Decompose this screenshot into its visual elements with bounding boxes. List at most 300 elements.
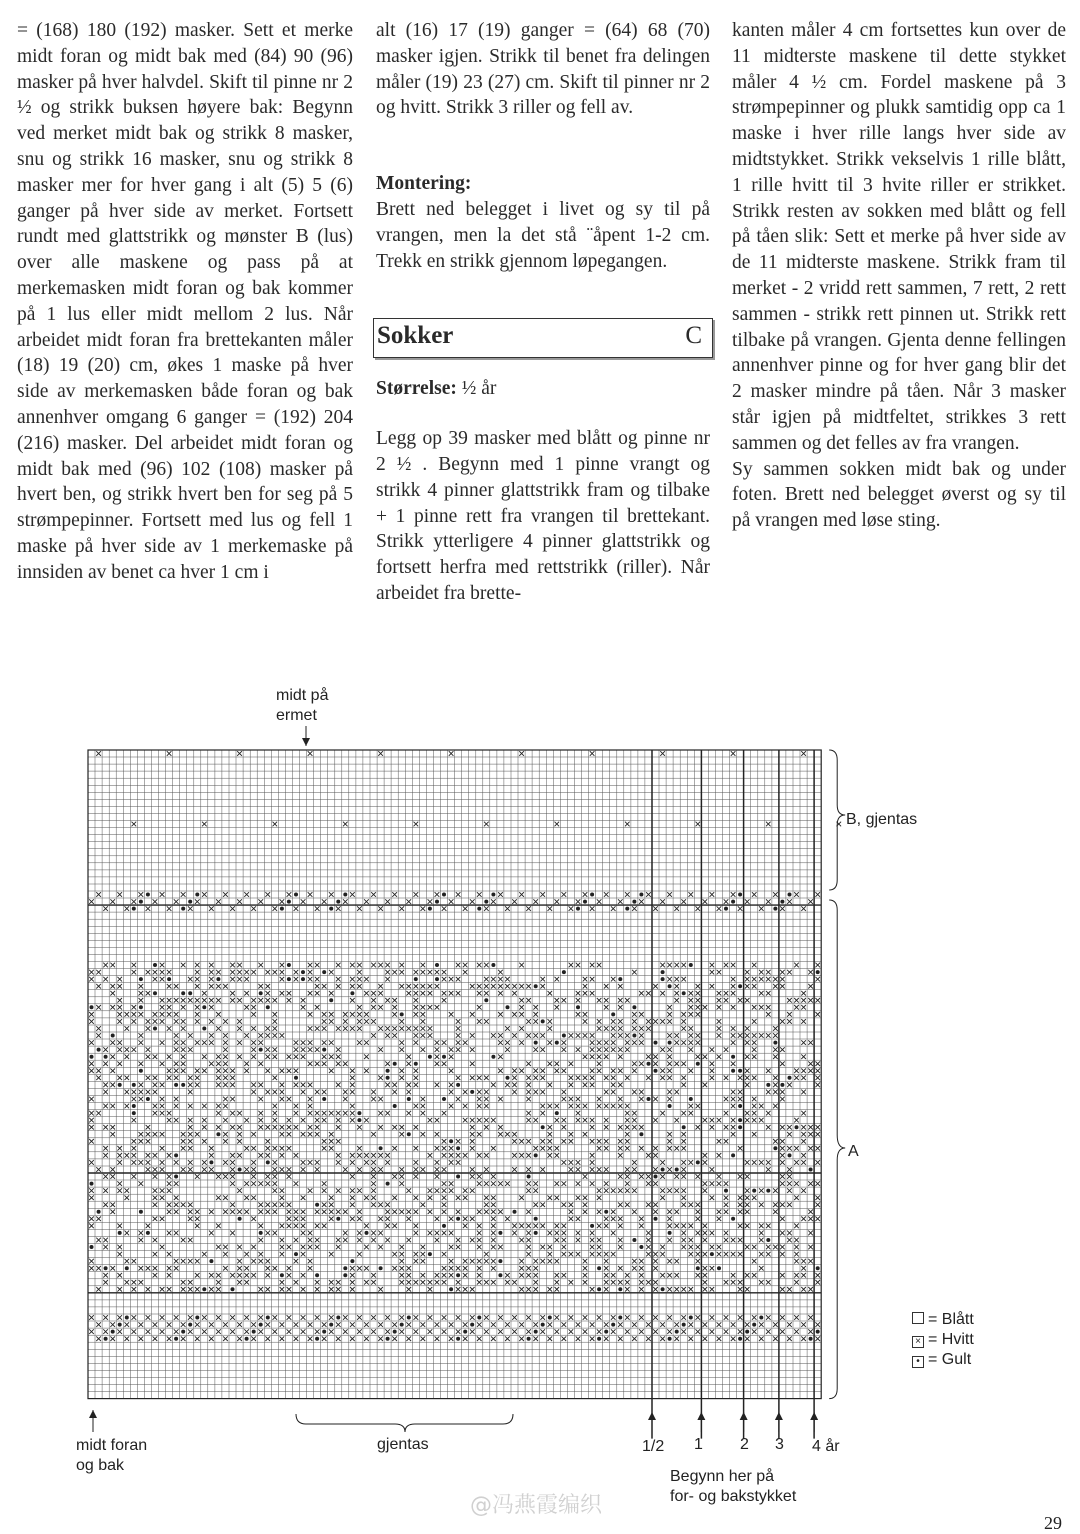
hvitt-stitch bbox=[456, 1033, 461, 1038]
hvitt-stitch bbox=[696, 1005, 701, 1010]
hvitt-stitch bbox=[604, 984, 609, 989]
gult-stitch bbox=[816, 1266, 820, 1270]
hvitt-stitch bbox=[696, 1202, 701, 1207]
hvitt-stitch bbox=[632, 1019, 637, 1024]
gult-stitch bbox=[146, 893, 150, 897]
size-mark-2: 2 bbox=[740, 1436, 749, 1453]
hvitt-stitch bbox=[195, 1322, 200, 1327]
hvitt-stitch bbox=[378, 1005, 383, 1010]
gult-stitch bbox=[181, 1083, 185, 1087]
gult-stitch bbox=[456, 1146, 460, 1150]
hvitt-stitch bbox=[470, 1217, 475, 1222]
hvitt-stitch bbox=[562, 1069, 567, 1074]
hvitt-stitch bbox=[710, 963, 715, 968]
hvitt-stitch bbox=[576, 1217, 581, 1222]
hvitt-stitch bbox=[350, 1026, 355, 1031]
hvitt-stitch bbox=[216, 1195, 221, 1200]
gult-stitch bbox=[435, 963, 439, 967]
hvitt-stitch bbox=[378, 991, 383, 996]
hvitt-stitch bbox=[230, 963, 235, 968]
hvitt-stitch bbox=[273, 1104, 278, 1109]
hvitt-stitch bbox=[660, 991, 665, 996]
hvitt-stitch bbox=[576, 1076, 581, 1081]
hvitt-stitch bbox=[717, 1118, 722, 1123]
hvitt-stitch bbox=[590, 1125, 595, 1130]
hvitt-stitch bbox=[667, 1188, 672, 1193]
hvitt-stitch bbox=[597, 1329, 602, 1334]
hvitt-stitch bbox=[223, 1061, 228, 1066]
hvitt-stitch bbox=[449, 1146, 454, 1151]
hvitt-stitch bbox=[174, 1160, 179, 1165]
hvitt-stitch bbox=[237, 1019, 242, 1024]
hvitt-stitch bbox=[181, 1202, 186, 1207]
hvitt-stitch bbox=[265, 1047, 270, 1052]
hvitt-stitch bbox=[280, 1245, 285, 1250]
hvitt-stitch bbox=[710, 1329, 715, 1334]
hvitt-stitch bbox=[237, 1111, 242, 1116]
hvitt-stitch bbox=[371, 1090, 376, 1095]
brace-b bbox=[829, 750, 845, 890]
hvitt-stitch bbox=[583, 1019, 588, 1024]
hvitt-stitch bbox=[435, 984, 440, 989]
hvitt-stitch bbox=[435, 1160, 440, 1165]
hvitt-stitch bbox=[273, 1174, 278, 1179]
hvitt-stitch bbox=[653, 1259, 658, 1264]
hvitt-stitch bbox=[470, 1287, 475, 1292]
hvitt-stitch bbox=[322, 1210, 327, 1215]
hvitt-stitch bbox=[667, 1217, 672, 1222]
hvitt-stitch bbox=[174, 1181, 179, 1186]
watermark: @冯燕霞编织 bbox=[470, 1493, 603, 1518]
hvitt-stitch bbox=[738, 1224, 743, 1229]
hvitt-stitch bbox=[667, 1315, 672, 1320]
hvitt-stitch bbox=[696, 1054, 701, 1059]
hvitt-stitch bbox=[258, 1329, 263, 1334]
hvitt-stitch bbox=[689, 1040, 694, 1045]
hvitt-stitch bbox=[646, 1252, 651, 1257]
hvitt-stitch bbox=[533, 899, 538, 904]
hvitt-stitch bbox=[590, 1160, 595, 1165]
hvitt-stitch bbox=[406, 1238, 411, 1243]
hvitt-stitch bbox=[322, 1139, 327, 1144]
hvitt-stitch bbox=[576, 1118, 581, 1123]
hvitt-stitch bbox=[385, 1033, 390, 1038]
hvitt-stitch bbox=[569, 1160, 574, 1165]
gult-stitch bbox=[329, 907, 333, 911]
hvitt-stitch bbox=[125, 1322, 130, 1327]
hvitt-stitch bbox=[519, 1224, 524, 1229]
hvitt-stitch bbox=[301, 1245, 306, 1250]
hvitt-stitch bbox=[103, 1047, 108, 1052]
hvitt-stitch bbox=[449, 1160, 454, 1165]
hvitt-stitch bbox=[223, 1322, 228, 1327]
hvitt-stitch bbox=[618, 1174, 623, 1179]
hvitt-stitch bbox=[456, 1245, 461, 1250]
hvitt-stitch bbox=[653, 1181, 658, 1186]
hvitt-stitch bbox=[674, 1061, 679, 1066]
gult-stitch bbox=[181, 991, 185, 995]
hvitt-stitch bbox=[139, 1336, 144, 1341]
hvitt-stitch bbox=[808, 1217, 813, 1222]
hvitt-stitch bbox=[512, 1012, 517, 1017]
hvitt-stitch bbox=[604, 1026, 609, 1031]
hvitt-stitch bbox=[308, 1188, 313, 1193]
gult-stitch bbox=[125, 1266, 129, 1270]
hvitt-stitch bbox=[667, 1054, 672, 1059]
hvitt-stitch bbox=[216, 1111, 221, 1116]
hvitt-stitch bbox=[209, 1322, 214, 1327]
hvitt-stitch bbox=[639, 1287, 644, 1292]
hvitt-stitch bbox=[731, 1238, 736, 1243]
hvitt-stitch bbox=[251, 970, 256, 975]
brace-a bbox=[829, 900, 845, 1399]
hvitt-stitch bbox=[667, 1132, 672, 1137]
hvitt-stitch bbox=[392, 1210, 397, 1215]
hvitt-stitch bbox=[343, 1026, 348, 1031]
hvitt-stitch bbox=[632, 1322, 637, 1327]
hvitt-stitch bbox=[703, 1231, 708, 1236]
hvitt-stitch bbox=[731, 1005, 736, 1010]
hvitt-stitch bbox=[117, 1252, 122, 1257]
hvitt-stitch bbox=[132, 963, 137, 968]
hvitt-stitch bbox=[505, 1040, 510, 1045]
hvitt-stitch bbox=[674, 1188, 679, 1193]
gult-stitch bbox=[259, 991, 263, 995]
gult-stitch bbox=[738, 1125, 742, 1129]
hvitt-stitch bbox=[153, 1195, 158, 1200]
hvitt-stitch bbox=[202, 1040, 207, 1045]
hvitt-stitch bbox=[576, 991, 581, 996]
gult-stitch bbox=[139, 1069, 143, 1073]
hvitt-stitch bbox=[294, 1336, 299, 1341]
gult-stitch bbox=[689, 1316, 693, 1320]
hvitt-stitch bbox=[357, 1188, 362, 1193]
hvitt-stitch bbox=[399, 1125, 404, 1130]
hvitt-stitch bbox=[533, 1019, 538, 1024]
hvitt-stitch bbox=[96, 1069, 101, 1074]
hvitt-stitch bbox=[265, 1153, 270, 1158]
hvitt-stitch bbox=[329, 1054, 334, 1059]
hvitt-stitch bbox=[667, 977, 672, 982]
hvitt-stitch bbox=[442, 998, 447, 1003]
hvitt-stitch bbox=[703, 1266, 708, 1271]
hvitt-stitch bbox=[399, 1069, 404, 1074]
hvitt-stitch bbox=[604, 1266, 609, 1271]
hvitt-stitch bbox=[696, 822, 701, 827]
hvitt-stitch bbox=[265, 998, 270, 1003]
hvitt-stitch bbox=[787, 1019, 792, 1024]
hvitt-stitch bbox=[583, 1054, 588, 1059]
hvitt-stitch bbox=[703, 1083, 708, 1088]
hvitt-stitch bbox=[435, 1083, 440, 1088]
gult-stitch bbox=[259, 1231, 263, 1235]
gult-stitch bbox=[527, 1337, 531, 1341]
hvitt-stitch bbox=[646, 1019, 651, 1024]
hvitt-stitch bbox=[562, 1160, 567, 1165]
hvitt-stitch bbox=[153, 1104, 158, 1109]
hvitt-stitch bbox=[639, 899, 644, 904]
hvitt-stitch bbox=[414, 991, 419, 996]
hvitt-stitch bbox=[160, 1329, 165, 1334]
start-line1: Begynn her på bbox=[670, 1468, 775, 1485]
gult-stitch bbox=[710, 1252, 714, 1256]
hvitt-stitch bbox=[815, 1132, 820, 1137]
hvitt-stitch bbox=[794, 1315, 799, 1320]
hvitt-stitch bbox=[244, 1181, 249, 1186]
gult-stitch bbox=[668, 1231, 672, 1235]
hvitt-stitch bbox=[216, 1104, 221, 1109]
gult-stitch bbox=[357, 1118, 361, 1122]
hvitt-stitch bbox=[414, 1195, 419, 1200]
hvitt-stitch bbox=[569, 1329, 574, 1334]
hvitt-stitch bbox=[230, 1111, 235, 1116]
hvitt-stitch bbox=[590, 1287, 595, 1292]
hvitt-stitch bbox=[294, 1104, 299, 1109]
gult-stitch bbox=[195, 1316, 199, 1320]
hvitt-stitch bbox=[174, 1195, 179, 1200]
hvitt-stitch bbox=[153, 1273, 158, 1278]
hvitt-stitch bbox=[470, 899, 475, 904]
hvitt-stitch bbox=[167, 1069, 172, 1074]
hvitt-stitch bbox=[287, 1202, 292, 1207]
hvitt-stitch bbox=[738, 1097, 743, 1102]
hvitt-stitch bbox=[329, 1019, 334, 1024]
hvitt-stitch bbox=[808, 1329, 813, 1334]
hvitt-stitch bbox=[230, 906, 235, 911]
hvitt-stitch bbox=[773, 1033, 778, 1038]
gult-stitch bbox=[541, 1019, 545, 1023]
gult-stitch bbox=[111, 1034, 115, 1038]
hvitt-stitch bbox=[562, 1139, 567, 1144]
hvitt-stitch bbox=[611, 1188, 616, 1193]
hvitt-stitch bbox=[280, 970, 285, 975]
hvitt-stitch bbox=[414, 1280, 419, 1285]
hvitt-stitch bbox=[689, 1104, 694, 1109]
hvitt-stitch bbox=[322, 899, 327, 904]
gult-stitch bbox=[393, 1104, 397, 1108]
hvitt-stitch bbox=[463, 1266, 468, 1271]
hvitt-stitch bbox=[724, 1202, 729, 1207]
hvitt-stitch bbox=[696, 1252, 701, 1257]
hvitt-stitch bbox=[251, 1259, 256, 1264]
hvitt-stitch bbox=[689, 991, 694, 996]
hvitt-stitch bbox=[533, 1181, 538, 1186]
hvitt-stitch bbox=[399, 1280, 404, 1285]
hvitt-stitch bbox=[406, 1322, 411, 1327]
hvitt-stitch bbox=[639, 1217, 644, 1222]
hvitt-stitch bbox=[89, 1097, 94, 1102]
hvitt-stitch bbox=[533, 1005, 538, 1010]
hvitt-stitch bbox=[146, 1287, 151, 1292]
hvitt-stitch bbox=[456, 963, 461, 968]
gult-stitch bbox=[146, 1097, 150, 1101]
paragraph: Brett ned belegget i livet og sy til på vrangen, men la det stå ¨åpent 1-2 cm. Trekk en strikk gjennom løpegangen. bbox=[376, 198, 710, 272]
gult-stitch bbox=[597, 1287, 601, 1291]
hvitt-stitch bbox=[562, 892, 567, 897]
hvitt-stitch bbox=[146, 1090, 151, 1095]
hvitt-stitch bbox=[653, 1280, 658, 1285]
hvitt-stitch bbox=[590, 1069, 595, 1074]
hvitt-stitch bbox=[301, 1217, 306, 1222]
hvitt-stitch bbox=[110, 1125, 115, 1130]
hvitt-stitch bbox=[181, 1061, 186, 1066]
hvitt-stitch bbox=[555, 1181, 560, 1186]
hvitt-stitch bbox=[477, 1005, 482, 1010]
hvitt-stitch bbox=[110, 1167, 115, 1172]
hvitt-stitch bbox=[435, 1273, 440, 1278]
hvitt-stitch bbox=[414, 1315, 419, 1320]
hvitt-stitch bbox=[618, 1188, 623, 1193]
hvitt-stitch bbox=[435, 1336, 440, 1341]
hvitt-stitch bbox=[378, 1217, 383, 1222]
hvitt-stitch bbox=[216, 899, 221, 904]
gult-stitch bbox=[604, 1210, 608, 1214]
hvitt-stitch bbox=[611, 1104, 616, 1109]
hvitt-stitch bbox=[689, 1033, 694, 1038]
gult-stitch bbox=[738, 1118, 742, 1122]
hvitt-stitch bbox=[103, 1104, 108, 1109]
hvitt-stitch bbox=[237, 998, 242, 1003]
hvitt-stitch bbox=[244, 977, 249, 982]
hvitt-stitch bbox=[632, 1111, 637, 1116]
hvitt-stitch bbox=[244, 1167, 249, 1172]
hvitt-stitch bbox=[273, 1111, 278, 1116]
hvitt-stitch bbox=[731, 1280, 736, 1285]
hvitt-stitch bbox=[435, 1174, 440, 1179]
hvitt-stitch bbox=[470, 1188, 475, 1193]
hvitt-stitch bbox=[794, 1195, 799, 1200]
hvitt-stitch bbox=[202, 822, 207, 827]
gult-stitch bbox=[618, 1287, 622, 1291]
hvitt-stitch bbox=[745, 984, 750, 989]
hvitt-stitch bbox=[399, 1329, 404, 1334]
hvitt-stitch bbox=[350, 998, 355, 1003]
hvitt-stitch bbox=[766, 1125, 771, 1130]
hvitt-stitch bbox=[703, 1252, 708, 1257]
hvitt-stitch bbox=[273, 1076, 278, 1081]
hvitt-stitch bbox=[315, 1329, 320, 1334]
hvitt-stitch bbox=[89, 1259, 94, 1264]
hvitt-stitch bbox=[540, 1329, 545, 1334]
hvitt-stitch bbox=[103, 963, 108, 968]
hvitt-stitch bbox=[308, 1132, 313, 1137]
hvitt-stitch bbox=[160, 1195, 165, 1200]
gult-stitch bbox=[470, 1323, 474, 1327]
hvitt-stitch bbox=[470, 1132, 475, 1137]
hvitt-stitch bbox=[287, 892, 292, 897]
hvitt-stitch bbox=[350, 1118, 355, 1123]
hvitt-stitch bbox=[780, 1252, 785, 1257]
hvitt-stitch bbox=[526, 1033, 531, 1038]
hvitt-stitch bbox=[696, 1174, 701, 1179]
hvitt-stitch bbox=[548, 1245, 553, 1250]
hvitt-stitch bbox=[540, 1146, 545, 1151]
hvitt-stitch bbox=[653, 1202, 658, 1207]
hvitt-stitch bbox=[674, 1224, 679, 1229]
legend-blank-icon bbox=[912, 1312, 924, 1324]
hvitt-stitch bbox=[759, 1160, 764, 1165]
gult-stitch bbox=[414, 1062, 418, 1066]
gult-stitch bbox=[555, 1041, 559, 1045]
gult-stitch bbox=[668, 1041, 672, 1045]
hvitt-stitch bbox=[759, 970, 764, 975]
hvitt-stitch bbox=[406, 1266, 411, 1271]
hvitt-stitch bbox=[357, 1266, 362, 1271]
gult-stitch bbox=[583, 900, 587, 904]
hvitt-stitch bbox=[505, 984, 510, 989]
hvitt-stitch bbox=[146, 1160, 151, 1165]
hvitt-stitch bbox=[188, 977, 193, 982]
hvitt-stitch bbox=[96, 1217, 101, 1222]
hvitt-stitch bbox=[421, 1259, 426, 1264]
hvitt-stitch bbox=[378, 906, 383, 911]
hvitt-stitch bbox=[604, 892, 609, 897]
gult-stitch bbox=[386, 1069, 390, 1073]
hvitt-stitch bbox=[583, 984, 588, 989]
hvitt-stitch bbox=[738, 1033, 743, 1038]
hvitt-stitch bbox=[787, 899, 792, 904]
hvitt-stitch bbox=[780, 1153, 785, 1158]
hvitt-stitch bbox=[421, 1026, 426, 1031]
hvitt-stitch bbox=[301, 1195, 306, 1200]
hvitt-stitch bbox=[583, 1280, 588, 1285]
hvitt-stitch bbox=[801, 906, 806, 911]
hvitt-stitch bbox=[265, 970, 270, 975]
hvitt-stitch bbox=[265, 1210, 270, 1215]
hvitt-stitch bbox=[484, 1076, 489, 1081]
hvitt-stitch bbox=[477, 1174, 482, 1179]
hvitt-stitch bbox=[421, 1019, 426, 1024]
hvitt-stitch bbox=[167, 1111, 172, 1116]
hvitt-stitch bbox=[449, 991, 454, 996]
hvitt-stitch bbox=[406, 1273, 411, 1278]
hvitt-stitch bbox=[223, 1245, 228, 1250]
hvitt-stitch bbox=[174, 1210, 179, 1215]
hvitt-stitch bbox=[350, 1217, 355, 1222]
hvitt-stitch bbox=[576, 1195, 581, 1200]
hvitt-stitch bbox=[399, 1132, 404, 1137]
hvitt-stitch bbox=[576, 1322, 581, 1327]
hvitt-stitch bbox=[322, 1019, 327, 1024]
hvitt-stitch bbox=[569, 1061, 574, 1066]
hvitt-stitch bbox=[660, 1069, 665, 1074]
hvitt-stitch bbox=[160, 998, 165, 1003]
hvitt-stitch bbox=[512, 984, 517, 989]
hvitt-stitch bbox=[611, 1090, 616, 1095]
hvitt-stitch bbox=[498, 1097, 503, 1102]
hvitt-stitch bbox=[724, 998, 729, 1003]
hvitt-stitch bbox=[710, 1315, 715, 1320]
hvitt-stitch bbox=[280, 1033, 285, 1038]
hvitt-stitch bbox=[322, 1118, 327, 1123]
hvitt-stitch bbox=[533, 1146, 538, 1151]
gult-stitch bbox=[484, 900, 488, 904]
hvitt-stitch bbox=[456, 977, 461, 982]
hvitt-stitch bbox=[181, 1139, 186, 1144]
hvitt-stitch bbox=[766, 1012, 771, 1017]
hvitt-stitch bbox=[265, 892, 270, 897]
hvitt-stitch bbox=[555, 1146, 560, 1151]
hvitt-stitch bbox=[632, 1259, 637, 1264]
hvitt-stitch bbox=[265, 1139, 270, 1144]
hvitt-stitch bbox=[766, 1090, 771, 1095]
hvitt-stitch bbox=[815, 1083, 820, 1088]
hvitt-stitch bbox=[160, 1061, 165, 1066]
gult-stitch bbox=[689, 963, 693, 967]
hvitt-stitch bbox=[117, 892, 122, 897]
hvitt-stitch bbox=[406, 1280, 411, 1285]
hvitt-stitch bbox=[794, 1005, 799, 1010]
